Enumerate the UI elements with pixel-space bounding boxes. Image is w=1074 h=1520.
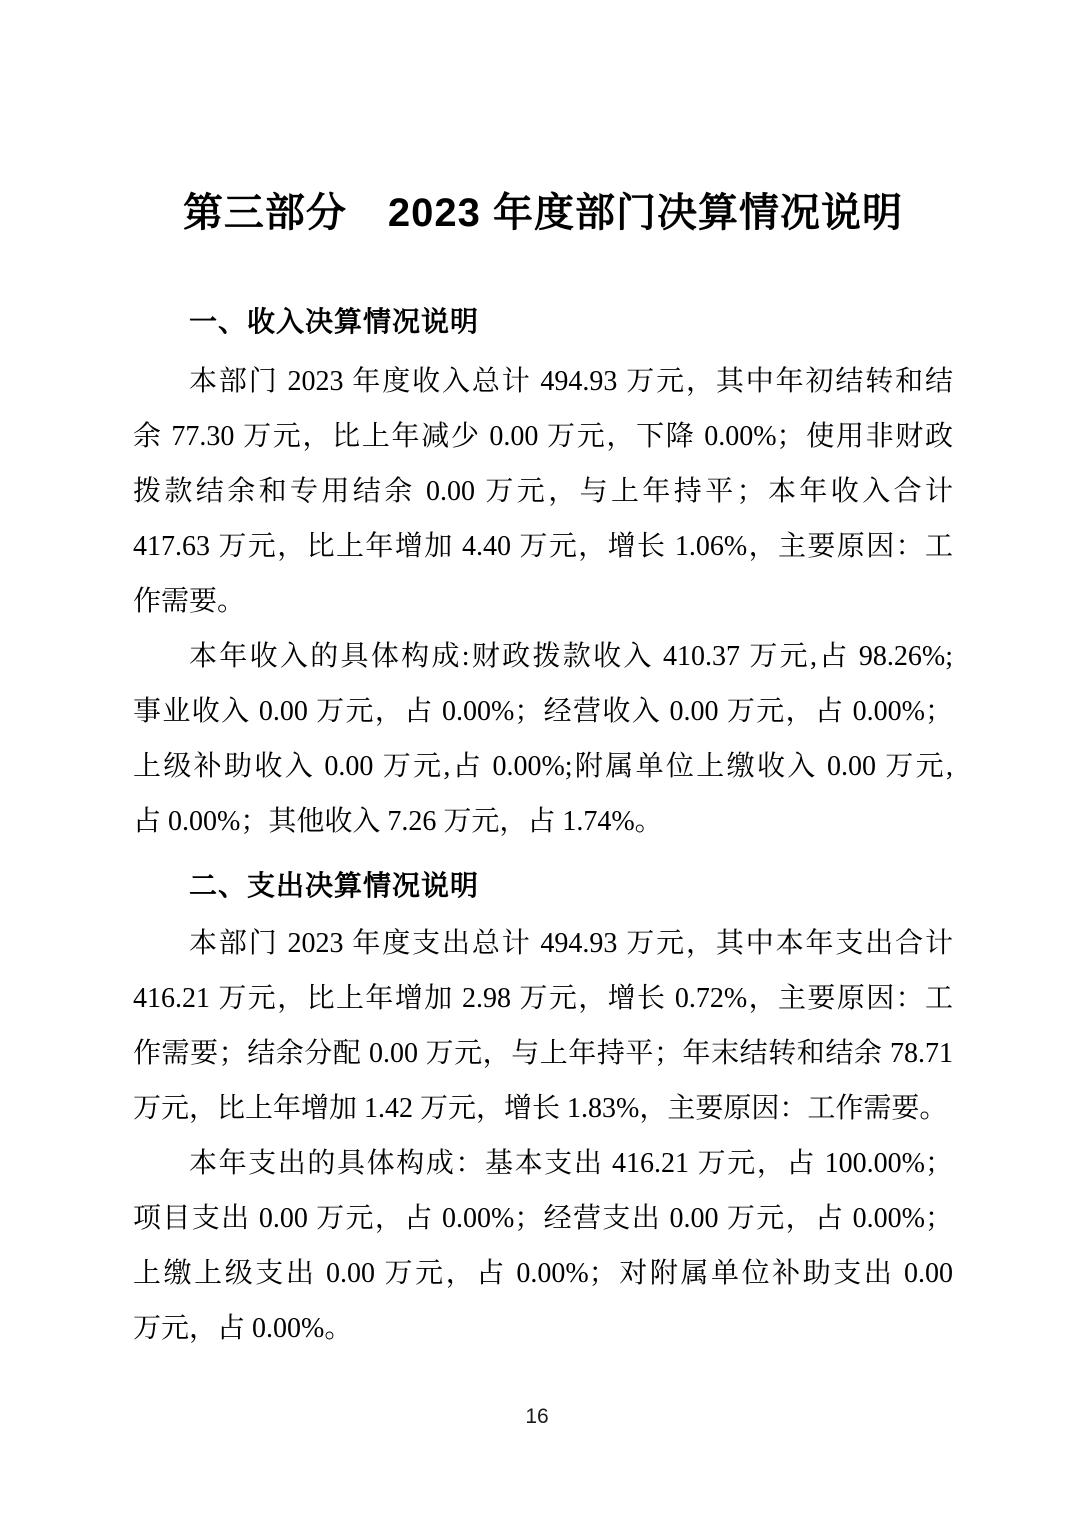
body-line: 万元，比上年增加 1.42 万元，增长 1.83%，主要原因：工作需要。 <box>133 1093 948 1124</box>
body-line: 占 0.00%；其他收入 7.26 万元，占 1.74%。 <box>133 806 663 837</box>
body-line: 本年收入的具体构成:财政拨款收入 410.37 万元,占 98.26%; <box>189 641 953 672</box>
body-line: 417.63 万元，比上年增加 4.40 万元，增长 1.06%，主要原因：工 <box>133 531 953 562</box>
body-line: 作需要；结余分配 0.00 万元，与上年持平；年末结转和结余 78.71 <box>133 1038 953 1069</box>
section-heading-expense: 二、支出决算情况说明 <box>189 870 480 901</box>
paragraph-income-composition <box>133 629 953 849</box>
body-line: 事业收入 0.00 万元，占 0.00%；经营收入 0.00 万元，占 0.00%； <box>133 696 953 727</box>
body-line: 上级补助收入 0.00 万元,占 0.00%;附属单位上缴收入 0.00 万元, <box>133 751 953 782</box>
paragraph-expense-composition <box>133 1136 953 1356</box>
document-title: 第三部分 2023 年度部门决算情况说明 <box>182 191 904 235</box>
body-line: 万元，占 0.00%。 <box>133 1313 353 1344</box>
body-line: 余 77.30 万元，比上年减少 0.00 万元，下降 0.00%；使用非财政 <box>133 421 953 452</box>
page-number: 16 <box>525 1405 549 1428</box>
body-line: 上缴上级支出 0.00 万元，占 0.00%；对附属单位补助支出 0.00 <box>133 1258 953 1289</box>
body-line: 作需要。 <box>133 586 246 617</box>
section-heading-income: 一、收入决算情况说明 <box>189 306 480 337</box>
document-body <box>133 0 953 1356</box>
body-line: 拨款结余和专用结余 0.00 万元，与上年持平；本年收入合计 <box>133 476 953 507</box>
body-line: 416.21 万元，比上年增加 2.98 万元，增长 0.72%，主要原因：工 <box>133 983 953 1014</box>
paragraph-income-total <box>133 354 953 629</box>
body-line: 项目支出 0.00 万元，占 0.00%；经营支出 0.00 万元，占 0.00%； <box>133 1203 953 1234</box>
body-line: 本部门 2023 年度收入总计 494.93 万元，其中年初结转和结 <box>189 366 953 397</box>
body-line: 本年支出的具体构成：基本支出 416.21 万元，占 100.00%； <box>189 1148 953 1179</box>
paragraph-expense-total <box>133 916 953 1136</box>
body-line: 本部门 2023 年度支出总计 494.93 万元，其中本年支出合计 <box>189 928 953 959</box>
